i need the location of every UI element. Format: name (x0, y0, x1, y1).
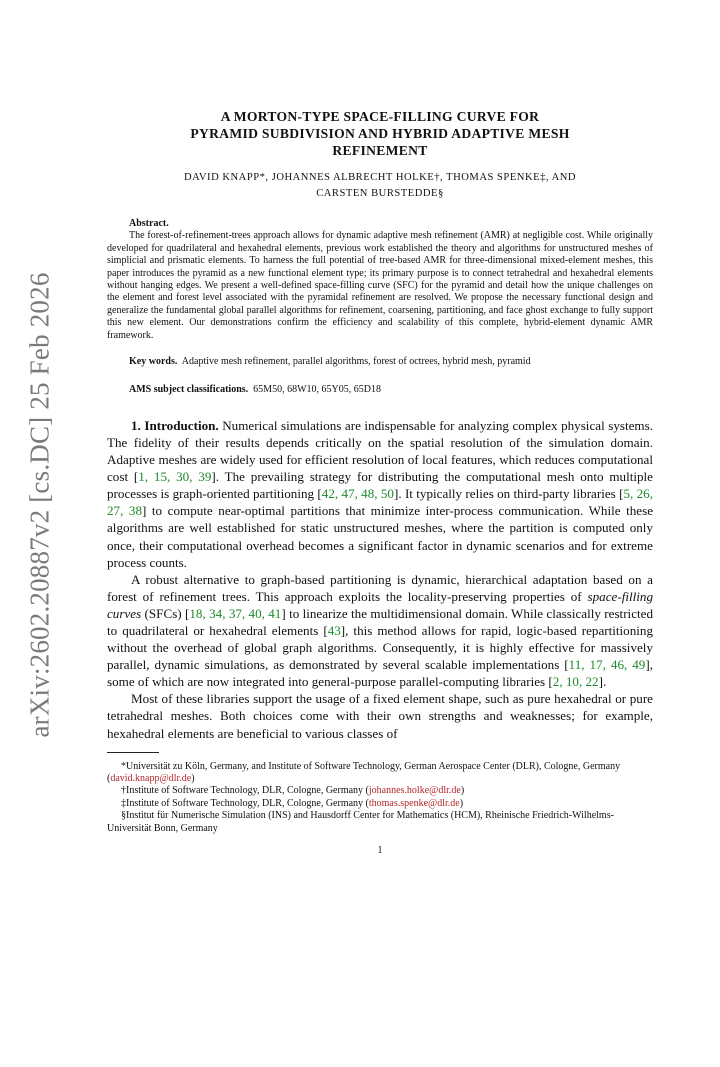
citation-link[interactable]: 11, 17, 46, 49 (568, 657, 646, 673)
paper-page (107, 108, 653, 856)
citation-link[interactable]: 42, 47, 48, 50 (321, 486, 394, 502)
citation-link[interactable]: 18, 34, 37, 40, 41 (189, 605, 282, 621)
arxiv-sidebar-stamp (14, 270, 66, 740)
page-number: 1 (377, 845, 383, 857)
ams-classifications (107, 384, 653, 396)
footnotes (107, 761, 653, 835)
footnote-3: ‡Institute of Software Technology, DLR, Cologne, Germany (thomas.spenke@dlr.de) (121, 797, 464, 809)
footnote-4: §Institut für Numerische Simulation (INS) and Hausdorff Center for Mathematics (HCM), Rheinische Friedrich-Wilhelms-Universität Bonn, Germany (107, 810, 614, 834)
ams-label: AMS subject classifications. (129, 384, 249, 396)
footnote-1: *Universität zu Köln, Germany, and Institute of Software Technology, German Aerospace Center (DLR), Cologne, Germany (david.knapp@dlr.de) (107, 760, 621, 785)
title-line-1: A MORTON-TYPE SPACE-FILLING CURVE FOR (220, 109, 540, 124)
citation-link[interactable]: 43 (327, 623, 341, 638)
keywords (107, 356, 653, 368)
section-heading: 1. Introduction. (131, 417, 219, 433)
citation-link[interactable]: 2, 10, 22 (552, 674, 599, 690)
intro-paragraph-1: 1. Introduction. Numerical simulations are indispensable for analyzing complex physical systems. The fidelity of their results depends critically on the spatial resolution of the simulation domain. Adaptive meshes are widely used for efficient resolution of local features, which reduces computational cost [1, 15, 30, 39]. The prevailing strategy for distributing the computational mesh onto multiple processes is graph-oriented partitioning [42, 47, 48, 50]. It typically relies on third-party libraries [5, 26, 27, 38] to compute near-optimal partitions that minimize inter-process communication. While these algorithms are well established for static unstructured meshes, where the partition is computed only once, their computational overhead becomes a significant factor in dynamic scenarios and for extreme process counts. (107, 417, 654, 570)
abstract (107, 218, 653, 342)
email-link[interactable]: david.knapp@dlr.de (110, 773, 192, 785)
citation-link[interactable]: 1, 15, 30, 39 (138, 469, 212, 485)
abstract-heading: Abstract. (129, 218, 169, 229)
paper-title (107, 108, 653, 159)
introduction-section (107, 417, 653, 742)
authors-line-1: DAVID KNAPP*, JOHANNES ALBRECHT HOLKE†, THOMAS SPENKE‡, AND (183, 172, 577, 183)
ams-text: 65M50, 68W10, 65Y05, 65D18 (253, 384, 381, 396)
title-line-2: PYRAMID SUBDIVISION AND HYBRID ADAPTIVE MESH (190, 126, 570, 141)
title-line-3: REFINEMENT (332, 143, 428, 158)
citation-link[interactable]: 5, 26, 27, 38 (107, 486, 653, 519)
arxiv-id-text: arXiv:2602.20887v2 [cs.DC] 25 Feb 2026 (24, 272, 55, 738)
emphasis-text: space-filling curves (107, 588, 653, 621)
intro-paragraph-3: Most of these libraries support the usage of a fixed element shape, such as pure hexahedral or pure tetrahedral meshes. Both choices come with their own strengths and weaknesses; for example, hexahedral elements are beneficial to various classes of (107, 691, 653, 741)
email-link[interactable]: johannes.holke@dlr.de (368, 785, 461, 797)
keywords-label: Key words. (129, 356, 178, 368)
authors-line-2: CARSTEN BURSTEDDE§ (316, 188, 444, 199)
footnote-2: †Institute of Software Technology, DLR, Cologne, Germany (johannes.holke@dlr.de) (121, 785, 465, 797)
abstract-text: The forest-of-refinement-trees approach allows for dynamic adaptive mesh refinement (AMR) at negligible cost. While originally developed for quadrilateral and hexahedral elements, previous work established the theory and algorithms for unstructured meshes of simplicial and prismatic elements. To harness the full potential of tree-based AMR for three-dimensional mixed-element meshes, this paper introduces the pyramid as a new functional element type; its primary purpose is to connect tetrahedral and hexahedral elements without hanging edges. We present a well-defined space-filling curve (SFC) for the pyramid and detail how the unique challenges on the element and forest level associated with the pyramidal refinement are resolved. We propose the necessary functional design and generalize the fundamental global parallel algorithms for refinement, coarsening, partitioning, and face ghost exchange to fully support this new element. Our demonstrations confirm the efficiency and scalability of this complete, hybrid-element dynamic AMR framework. (107, 230, 653, 341)
footnote-rule (107, 752, 159, 753)
author-list (107, 170, 653, 202)
keywords-text: Adaptive mesh refinement, parallel algorithms, forest of octrees, hybrid mesh, pyramid (181, 356, 531, 368)
email-link[interactable]: thomas.spenke@dlr.de (368, 797, 460, 809)
intro-paragraph-2: A robust alternative to graph-based partitioning is dynamic, hierarchical adaptation based on a forest of refinement trees. This approach exploits the locality-preserving properties of space-filling curves (SFCs) [18, 34, 37, 40, 41] to linearize the multidimensional domain. While classically restricted to quadrilateral or hexahedral elements [43], this method allows for rapid, logic-based repartitioning without the overhead of global graph algorithms. Consequently, it is highly effective for massively parallel, dynamic simulations, as demonstrated by several scalable implementations [11, 17, 46, 49], some of which are now integrated into general-purpose parallel-computing libraries [2, 10, 22]. (107, 571, 654, 690)
